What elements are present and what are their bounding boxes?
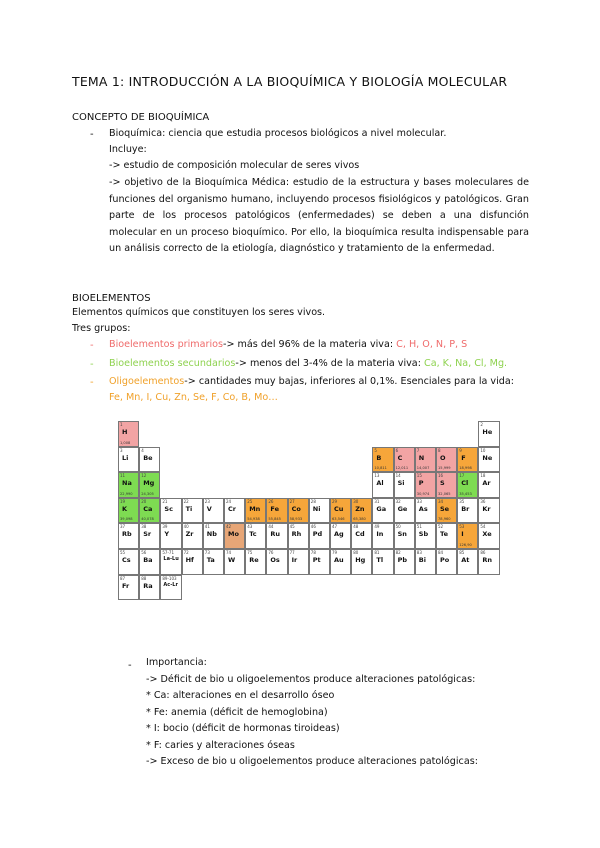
element-symbol: W [228, 556, 236, 564]
element-symbol: Ru [270, 530, 281, 539]
element-symbol: Mn [249, 504, 261, 513]
element-symbol: Rh [291, 530, 302, 539]
element-cell-o [436, 447, 457, 473]
element-cell-au [330, 549, 351, 575]
atomic-number: 20 [141, 498, 147, 504]
element-cell-fe [266, 498, 287, 524]
atomic-number: 19 [120, 498, 126, 504]
element-symbol: Ra [143, 581, 153, 590]
element-symbol: F [461, 453, 466, 462]
atomic-number: 55 [120, 550, 126, 555]
element-symbol: Ni [312, 504, 321, 513]
atomic-number: 28 [310, 498, 316, 504]
atomic-number: 75 [247, 550, 253, 555]
atomic-number: 83 [416, 550, 422, 555]
group-primarios-label: Bioelementos primarios [109, 339, 223, 350]
group-oligo [109, 374, 529, 390]
bullet-dash-red: - [90, 340, 94, 351]
atomic-number: 52 [438, 524, 444, 530]
element-cell-w [224, 549, 245, 575]
section-heading-bioquimica: CONCEPTO DE BIOQUÍMICA [72, 112, 210, 123]
element-symbol: Sb [418, 530, 429, 539]
element-cell-n [415, 447, 436, 473]
atomic-number: 36 [480, 498, 486, 504]
atomic-weight: 32,065 [438, 491, 451, 496]
element-symbol: Sr [143, 530, 152, 539]
element-symbol: Rn [482, 556, 493, 564]
element-cell-k [118, 498, 139, 524]
element-symbol: Ag [334, 530, 344, 539]
atomic-weight: 12,011 [395, 466, 409, 471]
atomic-weight: 22,990 [120, 491, 133, 496]
element-cell-y [160, 523, 181, 549]
element-symbol: Ir [291, 556, 298, 564]
element-symbol: Sn [397, 530, 407, 539]
group-primarios-list: C, H, O, N, P, S [396, 339, 468, 350]
element-symbol: Cs [122, 556, 131, 564]
atomic-number: 26 [268, 498, 274, 504]
deficit-item-f: * F: caries y alteraciones óseas [146, 740, 295, 751]
element-symbol: Tl [376, 556, 384, 564]
atomic-weight: 24,305 [141, 491, 154, 496]
element-cell-ne [478, 447, 499, 473]
element-symbol: Se [440, 504, 450, 513]
atomic-weight: 54,938 [247, 517, 260, 522]
atomic-number: 15 [416, 473, 422, 479]
atomic-weight: 35,453 [459, 491, 472, 496]
element-cell-sr [139, 523, 160, 549]
element-cell-ac-lr [160, 575, 181, 601]
element-symbol: Ge [397, 504, 408, 513]
element-cell-xe [478, 523, 499, 549]
element-cell-ru [266, 523, 287, 549]
atomic-weight: 10,811 [374, 466, 387, 471]
atomic-number: 47 [332, 524, 338, 530]
element-symbol: Ar [482, 479, 491, 488]
atomic-weight: 58,933 [289, 517, 303, 522]
atomic-number: 81 [374, 550, 380, 555]
element-symbol: He [482, 428, 493, 436]
bullet-dash: - [90, 129, 94, 140]
element-symbol: Y [164, 530, 170, 539]
atomic-weight: 55,845 [268, 517, 281, 522]
element-symbol: H [122, 428, 128, 436]
element-symbol: In [376, 530, 384, 539]
element-symbol: O [440, 453, 446, 462]
atomic-number: 3 [120, 447, 123, 453]
element-cell-rn [478, 549, 499, 575]
group-secundarios-label: Bioelementos secundarios [109, 358, 236, 369]
group-primarios-text: -> más del 96% de la materia viva: [223, 339, 394, 350]
element-symbol: Mo [228, 530, 239, 539]
element-cell-li [118, 447, 139, 473]
atomic-number: 33 [416, 498, 422, 504]
atomic-number: 73 [204, 550, 210, 555]
element-cell-na [118, 472, 139, 498]
element-cell-tl [372, 549, 393, 575]
element-cell-os [266, 549, 287, 575]
element-cell-ca [139, 498, 160, 524]
bullet-dash-green: - [90, 359, 94, 370]
element-symbol: I [461, 530, 464, 539]
element-symbol: Fr [122, 581, 130, 590]
element-cell-pd [309, 523, 330, 549]
atomic-number: 43 [247, 524, 253, 530]
element-cell-si [394, 472, 415, 498]
element-symbol: Al [376, 479, 384, 488]
deficit-item-fe: * Fe: anemia (déficit de hemoglobina) [146, 707, 328, 718]
deficit-item-i: * I: bocio (déficit de hormonas tiroideas) [146, 723, 340, 734]
element-symbol: Fe [270, 504, 279, 513]
atomic-number: 78 [310, 550, 316, 555]
atomic-number: 84 [438, 550, 444, 555]
element-cell-ga [372, 498, 393, 524]
element-symbol: Xe [482, 530, 492, 539]
element-symbol: Ti [185, 504, 193, 513]
element-symbol: Sc [164, 504, 173, 513]
atomic-number: 85 [459, 550, 465, 555]
atomic-weight: 65,380 [353, 517, 366, 522]
atomic-number: 25 [247, 498, 253, 504]
element-symbol: Ne [482, 453, 493, 462]
bullet-dash-orange: - [90, 377, 94, 388]
atomic-number: 82 [395, 550, 401, 555]
element-cell-as [415, 498, 436, 524]
atomic-number: 79 [332, 550, 338, 555]
atomic-weight: 14,007 [416, 466, 430, 471]
deficit-item-ca: * Ca: alteraciones en el desarrollo óseo [146, 690, 335, 701]
atomic-number: 38 [141, 524, 147, 530]
atomic-number: 22 [183, 498, 189, 504]
element-cell-pt [309, 549, 330, 575]
element-symbol: Na [122, 479, 132, 488]
atomic-number: 5 [374, 447, 377, 453]
element-symbol: Be [143, 453, 153, 462]
group-primarios [109, 337, 467, 353]
element-cell-kr [478, 498, 499, 524]
group-secundarios-list: Ca, K, Na, Cl, Mg. [424, 358, 508, 369]
includes-line: Incluye: [109, 144, 147, 155]
element-symbol: Co [291, 504, 301, 513]
element-cell-ba [139, 549, 160, 575]
atomic-number: 48 [353, 524, 359, 530]
atomic-number: 4 [141, 447, 144, 453]
atomic-number: 49 [374, 524, 380, 530]
group-secundarios-text: -> menos del 3-4% de la materia viva: [235, 358, 421, 369]
atomic-number: 53 [459, 524, 465, 530]
atomic-number: 41 [204, 524, 210, 530]
element-cell-zr [182, 523, 203, 549]
atomic-number: 23 [204, 498, 210, 504]
definition-line: Bioquímica: ciencia que estudia procesos biológicos a nivel molecular. [109, 128, 447, 139]
importancia-heading: Importancia: [146, 657, 207, 668]
atomic-weight: 30,974 [416, 491, 430, 496]
atomic-number: 39 [162, 524, 168, 530]
element-symbol: Ga [376, 504, 387, 513]
element-cell-zn [351, 498, 372, 524]
element-cell-pb [394, 549, 415, 575]
atomic-number: 54 [480, 524, 486, 530]
objective-paragraph: -> objetivo de la Bioquímica Médica: estudio de la estructura y bases moleculares de funciones del organismo humano, incluyendo procesos fisiológicos y patológicos. Gran parte de los procesos patológicos (enfermedades) se deben a una disfunción molecular en un proceso bioquímico. Por ello, la bioquímica resulta indispensable para un análisis correcto de la etiología, diagnóstico y tratamiento de la enfermedad. [109, 177, 529, 254]
element-cell-ag [330, 523, 351, 549]
element-cell-ge [394, 498, 415, 524]
element-cell-cd [351, 523, 372, 549]
atomic-number: 74 [226, 550, 232, 555]
atomic-weight: 1,008 [120, 440, 131, 445]
element-cell-fr [118, 575, 139, 601]
element-symbol: Cl [461, 479, 469, 488]
element-cell-re [245, 549, 266, 575]
atomic-number: 1 [120, 422, 123, 427]
atomic-number: 40 [183, 524, 189, 530]
bullet-dash: - [128, 660, 132, 671]
atomic-number: 50 [395, 524, 401, 530]
element-cell-hf [182, 549, 203, 575]
atomic-number: 42 [226, 524, 232, 530]
atomic-number: 46 [310, 524, 316, 530]
atomic-number: 31 [374, 498, 380, 504]
atomic-number: 8 [438, 447, 441, 453]
element-symbol: Cu [334, 504, 344, 513]
group-secundarios [109, 356, 507, 372]
element-cell-ir [288, 549, 309, 575]
element-symbol: Zn [355, 504, 365, 513]
atomic-number: 13 [374, 473, 380, 479]
section-heading-bioelementos: BIOELEMENTOS [72, 293, 151, 304]
atomic-number: 51 [416, 524, 422, 530]
atomic-number: 30 [353, 498, 359, 504]
atomic-number: 57-71 [162, 550, 175, 555]
element-cell-nb [203, 523, 224, 549]
element-cell-ra [139, 575, 160, 601]
element-cell-b [372, 447, 393, 473]
element-symbol: Ta [206, 556, 215, 564]
page-title: TEMA 1: INTRODUCCIÓN A LA BIOQUÍMICA Y BIOLOGÍA MOLECULAR [72, 74, 508, 89]
element-symbol: Hg [355, 556, 366, 564]
element-cell-p [415, 472, 436, 498]
element-symbol: Br [461, 504, 470, 513]
element-cell-sb [415, 523, 436, 549]
element-symbol: Mg [143, 479, 155, 488]
atomic-number: 80 [353, 550, 359, 555]
element-cell-sn [394, 523, 415, 549]
element-symbol: Pd [312, 530, 323, 539]
element-cell-mg [139, 472, 160, 498]
atomic-number: 17 [459, 473, 465, 479]
element-symbol: Re [249, 556, 259, 564]
atomic-number: 2 [480, 422, 483, 427]
element-symbol: Pt [312, 556, 321, 564]
element-symbol: Cd [355, 530, 365, 539]
element-symbol: V [206, 504, 212, 513]
atomic-number: 27 [289, 498, 295, 504]
atomic-number: 76 [268, 550, 274, 555]
element-cell-al [372, 472, 393, 498]
element-symbol: Pb [397, 556, 408, 564]
element-symbol: K [122, 504, 128, 513]
atomic-number: 56 [141, 550, 147, 555]
element-cell-ta [203, 549, 224, 575]
element-symbol: Zr [185, 530, 194, 539]
atomic-number: 10 [480, 447, 486, 453]
includes-item-1: -> estudio de composición molecular de seres vivos [109, 160, 360, 171]
element-symbol: Os [270, 556, 280, 564]
element-cell-be [139, 447, 160, 473]
atomic-number: 45 [289, 524, 295, 530]
atomic-number: 11 [120, 473, 126, 479]
atomic-number: 16 [438, 473, 444, 479]
atomic-number: 18 [480, 473, 486, 479]
element-symbol: Li [122, 453, 129, 462]
atomic-number: 9 [459, 447, 462, 453]
element-symbol: C [397, 453, 403, 462]
element-symbol: Si [397, 479, 405, 488]
atomic-number: 34 [438, 498, 444, 504]
element-symbol: P [418, 479, 424, 488]
atomic-weight: 126,90 [459, 542, 472, 547]
element-symbol: Hf [185, 556, 194, 564]
element-symbol: La-Lu [163, 556, 179, 562]
element-symbol: Cr [228, 504, 236, 513]
atomic-number: 29 [332, 498, 338, 504]
group-oligo-label: Oligoelementos [109, 376, 185, 387]
element-symbol: Ba [143, 556, 153, 564]
atomic-number: 86 [480, 550, 486, 555]
element-cell-sc [160, 498, 181, 524]
element-cell-rh [288, 523, 309, 549]
atomic-number: 77 [289, 550, 295, 555]
atomic-number: 37 [120, 524, 126, 530]
element-cell-s [436, 472, 457, 498]
element-symbol: Tc [249, 530, 257, 539]
atomic-number: 7 [416, 447, 420, 453]
element-cell-cs [118, 549, 139, 575]
element-symbol: Ac-Lr [163, 581, 178, 588]
element-cell-c [394, 447, 415, 473]
atomic-number: 87 [120, 575, 126, 581]
element-cell-bi [415, 549, 436, 575]
element-cell-f [457, 447, 478, 473]
element-symbol: Au [334, 556, 344, 564]
atomic-number: 72 [183, 550, 189, 555]
element-symbol: Po [440, 556, 450, 564]
element-cell-ar [478, 472, 499, 498]
element-cell-i [457, 523, 478, 549]
atomic-number: 35 [459, 498, 465, 504]
atomic-number: 14 [395, 473, 401, 479]
element-cell-ni [309, 498, 330, 524]
atomic-number: 12 [141, 473, 147, 479]
atomic-number: 89-103 [162, 575, 177, 581]
element-cell-te [436, 523, 457, 549]
atomic-weight: 63,546 [332, 517, 345, 522]
element-cell-tc [245, 523, 266, 549]
element-symbol: As [418, 504, 428, 513]
element-cell-v [203, 498, 224, 524]
element-symbol: Rb [122, 530, 132, 539]
element-cell-ti [182, 498, 203, 524]
bioelementos-definition: Elementos químicos que constituyen los seres vivos. [72, 307, 326, 318]
element-symbol: Te [440, 530, 448, 539]
atomic-number: 88 [141, 575, 147, 581]
element-cell-mn [245, 498, 266, 524]
element-symbol: Bi [418, 556, 426, 564]
atomic-weight: 78,960 [438, 517, 451, 522]
element-symbol: Ca [143, 504, 153, 513]
atomic-number: 21 [162, 498, 168, 504]
element-cell-cr [224, 498, 245, 524]
element-cell-he [478, 421, 499, 447]
atomic-number: 32 [395, 498, 401, 504]
element-cell-mo [224, 523, 245, 549]
element-cell-in [372, 523, 393, 549]
element-symbol: S [440, 479, 445, 488]
group-oligo-list: Fe, Mn, I, Cu, Zn, Se, F, Co, B, Mo… [109, 392, 278, 403]
element-cell-br [457, 498, 478, 524]
element-cell-se [436, 498, 457, 524]
element-symbol: Kr [482, 504, 491, 513]
atomic-weight: 15,999 [438, 466, 451, 471]
element-symbol: N [418, 453, 425, 462]
element-cell-at [457, 549, 478, 575]
element-cell-po [436, 549, 457, 575]
atomic-number: 6 [395, 447, 399, 453]
atomic-number: 44 [268, 524, 274, 530]
element-cell-cu [330, 498, 351, 524]
element-cell-co [288, 498, 309, 524]
element-cell-la-lu [160, 549, 181, 575]
tres-grupos-line: Tres grupos: [72, 323, 131, 334]
atomic-weight: 39,098 [120, 517, 133, 522]
atomic-weight: 40,078 [141, 517, 154, 522]
element-cell-rb [118, 523, 139, 549]
group-oligo-text: -> cantidades muy bajas, inferiores al 0,1%. Esenciales para la vida: [184, 376, 514, 387]
element-symbol: B [376, 453, 382, 462]
element-symbol: At [461, 556, 470, 564]
atomic-weight: 18,998 [459, 466, 472, 471]
atomic-number: 24 [226, 498, 232, 504]
element-cell-h [118, 421, 139, 447]
element-cell-cl [457, 472, 478, 498]
element-cell-hg [351, 549, 372, 575]
element-symbol: Nb [206, 530, 217, 539]
deficit-line: -> Déficit de bio u oligoelementos produce alteraciones patológicas: [146, 674, 476, 685]
exceso-line: -> Exceso de bio u oligoelementos produce alteraciones patológicas: [146, 756, 478, 767]
